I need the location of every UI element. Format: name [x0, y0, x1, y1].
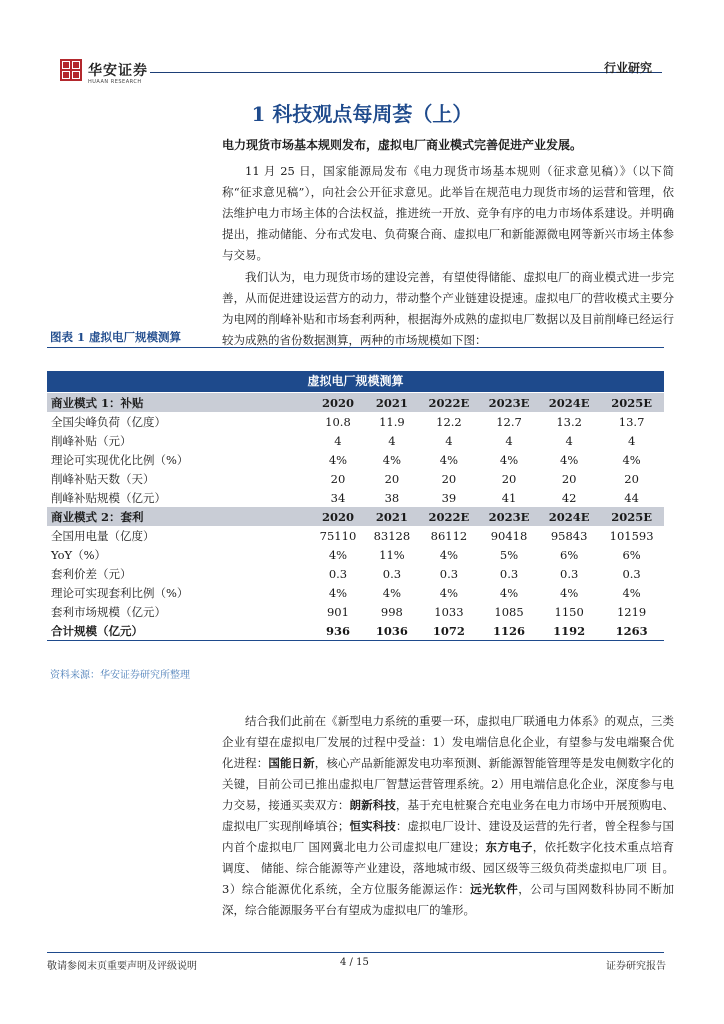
- cell: 86112: [430, 528, 468, 543]
- cell: 4%: [382, 452, 402, 467]
- cell: 1033: [434, 604, 464, 619]
- cell: 12.2: [436, 414, 462, 429]
- row-label: 合计规模（亿元）: [47, 621, 311, 641]
- cell: 4%: [560, 585, 579, 600]
- cell: 20: [441, 471, 457, 486]
- cell: 1150: [554, 604, 584, 619]
- para3-text: ，核心产品新能源发电功率预测、新能源智能管理等是发电侧数字化的关键，目前公司已推出虚拟电厂智慧运营管理系统。2）用电端信息化企业，深度参与电力交易，接通买卖双方：: [222, 756, 675, 812]
- brand-logo-icon: [60, 59, 82, 81]
- cell: 4: [627, 433, 636, 448]
- cell: 4: [334, 433, 342, 448]
- cell: 42: [561, 490, 577, 505]
- table-row: [47, 526, 664, 545]
- cell: 4: [445, 433, 453, 448]
- table-row: [47, 412, 664, 431]
- cell: 101593: [609, 528, 654, 543]
- table-row: [47, 469, 664, 488]
- cell: 0.3: [382, 566, 402, 581]
- data-table: [47, 393, 664, 641]
- cell: 4%: [382, 585, 402, 600]
- cell: 95843: [550, 528, 588, 543]
- cell: 936: [311, 621, 365, 641]
- cell: 4%: [439, 452, 459, 467]
- section-label: 商业模式 2：套利: [47, 507, 311, 526]
- row-label: 全国尖峰负荷（亿度）: [51, 414, 166, 429]
- cell: 13.2: [556, 414, 582, 429]
- cell: 4%: [622, 585, 641, 600]
- table-title: 虚拟电厂规模测算: [47, 371, 664, 392]
- cell: 10.8: [325, 414, 351, 429]
- cell: 4%: [328, 547, 348, 562]
- figure-top-rule: [47, 347, 664, 348]
- cell: 0.3: [328, 566, 348, 581]
- cell: 11.9: [379, 414, 405, 429]
- cell: 1085: [494, 604, 524, 619]
- cell: 4%: [328, 585, 348, 600]
- year-cell: 2024E: [539, 393, 599, 412]
- cell: 75110: [319, 528, 357, 543]
- cell: 38: [384, 490, 400, 505]
- year-cell: 2020: [311, 507, 365, 526]
- year-cell: 2024E: [539, 507, 599, 526]
- section-label: 商业模式 1：补贴: [47, 393, 311, 412]
- row-label: 削峰补贴（元）: [51, 433, 132, 448]
- paragraph-1: 11 月 25 日，国家能源局发布《电力现货市场基本规则（征求意见稿）》（以下简称“征求意见稿”），向社会公开征求意见。此举旨在规范电力现货市场的运营和管理，依法维护电力市场主体的合法权益，推进统一开放、竞争有序的电力市场体系建设。并明确提出，推动储能、分布式发电、负荷聚合商、虚拟电厂和新能源微电网等新兴市场主体参与交易。: [222, 164, 674, 262]
- year-cell: 2020: [311, 393, 365, 412]
- figure-title: 图表 1 虚拟电厂规模测算: [50, 330, 182, 344]
- page-title: 1 科技观点每周荟（上）: [251, 102, 473, 126]
- cell: 4%: [328, 452, 348, 467]
- footer-disclaimer: 敬请参阅末页重要声明及评级说明: [47, 961, 197, 972]
- year-cell: 2022E: [419, 507, 479, 526]
- year-cell: 2023E: [479, 507, 539, 526]
- cell: 4: [565, 433, 573, 448]
- cell: 20: [624, 471, 639, 486]
- table-section-header: [47, 507, 664, 526]
- row-label: 套利市场规模（亿元）: [51, 604, 166, 619]
- report-type: 证券研究报告: [606, 961, 666, 972]
- cell: 11%: [379, 547, 405, 562]
- para3-text: ，依托数字化技术重点培育调度、 储能、综合能源等产业建设，落地城市级、园区级等三级负荷类虚拟电厂项 目。3）综合能源优化系统，全方位服务能源运作：: [222, 840, 675, 896]
- cell: 1072: [419, 621, 479, 641]
- year-cell: 2025E: [599, 507, 664, 526]
- company-name: 远光软件: [470, 882, 519, 896]
- figure-source: 资料来源：华安证券研究所整理: [50, 670, 190, 681]
- year-cell: 2021: [365, 393, 419, 412]
- cell: 39: [441, 490, 457, 505]
- cell: 20: [501, 471, 517, 486]
- header-divider: [150, 72, 662, 73]
- page-number: 4 / 15: [340, 957, 369, 968]
- cell: 4%: [622, 452, 641, 467]
- row-label: 削峰补贴规模（亿元）: [51, 490, 166, 505]
- table-section-header: [47, 393, 664, 412]
- row-label: 全国用电量（亿度）: [51, 528, 155, 543]
- cell: 4: [505, 433, 513, 448]
- cell: 0.3: [439, 566, 459, 581]
- cell: 1219: [616, 604, 647, 619]
- cell: 34: [330, 490, 346, 505]
- cell: 90418: [490, 528, 528, 543]
- cell: 4%: [499, 585, 519, 600]
- table-total-row: [47, 621, 664, 641]
- table-row: [47, 564, 664, 583]
- company-name: 东方电子: [485, 840, 533, 854]
- brand-name: 华安证券: [88, 63, 148, 79]
- cell: 1192: [539, 621, 599, 641]
- cell: 4%: [439, 547, 459, 562]
- cell: 20: [384, 471, 400, 486]
- paragraph-2: 我们认为，电力现货市场的建设完善，有望使得储能、虚拟电厂的商业模式进一步完善，从而促进建设运营方的动力，带动整个产业链建设提速。虚拟电厂的营收模式主要分为电网的削峰补贴和市场套利两种，根据海外成熟的虚拟电厂数据以及目前削峰已经运行较为成熟的省份数据测算，两种的市场规模如下图：: [222, 270, 674, 347]
- year-cell: 2021: [365, 507, 419, 526]
- table-row: [47, 431, 664, 450]
- cell: 0.3: [622, 566, 641, 581]
- para3-text: ，公司与国网数科协同不断加深，综合能源服务平台有望成为虚拟电厂的雏形。: [222, 882, 674, 917]
- table-row: [47, 545, 664, 564]
- cell: 83128: [373, 528, 411, 543]
- para3-text: ，基于充电桩聚合充电业务在电力市场中开展预购电、虚拟电厂实现削峰填谷；: [222, 798, 675, 833]
- row-label: YoY（%）: [51, 547, 107, 562]
- cell: 44: [624, 490, 639, 505]
- para3-text: 结合我们此前在《新型电力系统的重要一环，虚拟电厂联通电力体系》的观点，三类企业有望在虚拟电厂发展的过程中受益：1）发电端信息化企业，有望参与发电端聚合优化进程：: [222, 714, 674, 770]
- company-name: 恒实科技: [349, 819, 396, 833]
- cell: 1263: [599, 621, 664, 641]
- year-cell: 2022E: [419, 393, 479, 412]
- row-label: 套利价差（元）: [51, 566, 132, 581]
- paragraph-3: [222, 711, 674, 921]
- lead-sentence: 电力现货市场基本规则发布，虚拟电厂商业模式完善促进产业发展。: [222, 138, 583, 152]
- cell: 6%: [560, 547, 579, 562]
- year-cell: 2023E: [479, 393, 539, 412]
- cell: 12.7: [496, 414, 522, 429]
- brand-name-en: HUAAN RESEARCH: [88, 79, 142, 85]
- cell: 1036: [365, 621, 419, 641]
- cell: 4%: [439, 585, 459, 600]
- company-name: 国能日新: [268, 756, 315, 770]
- table-row: [47, 602, 664, 621]
- cell: 901: [326, 604, 349, 619]
- cell: 1126: [479, 621, 539, 641]
- cell: 0.3: [560, 566, 579, 581]
- cell: 5%: [499, 547, 519, 562]
- cell: 13.7: [618, 414, 645, 429]
- table-row: [47, 488, 664, 507]
- row-label: 理论可实现优化比例（%）: [51, 452, 189, 467]
- cell: 4%: [499, 452, 519, 467]
- section-tag: 行业研究: [604, 61, 653, 75]
- cell: 20: [561, 471, 577, 486]
- cell: 998: [380, 604, 403, 619]
- cell: 6%: [622, 547, 641, 562]
- cell: 20: [330, 471, 346, 486]
- cell: 0.3: [499, 566, 519, 581]
- year-cell: 2025E: [599, 393, 664, 412]
- company-name: 朗新科技: [349, 798, 396, 812]
- row-label: 削峰补贴天数（天）: [51, 471, 155, 486]
- cell: 4%: [560, 452, 579, 467]
- cell: 41: [501, 490, 517, 505]
- footer-divider: [47, 952, 664, 953]
- row-label: 理论可实现套利比例（%）: [51, 585, 189, 600]
- cell: 4: [388, 433, 396, 448]
- table-row: [47, 450, 664, 469]
- para3-text: ：虚拟电厂设计、建设及运营的先行者，曾全程参与国内首个虚拟电厂 国网冀北电力公司虚拟电厂建设；: [222, 819, 675, 854]
- table-row: [47, 583, 664, 602]
